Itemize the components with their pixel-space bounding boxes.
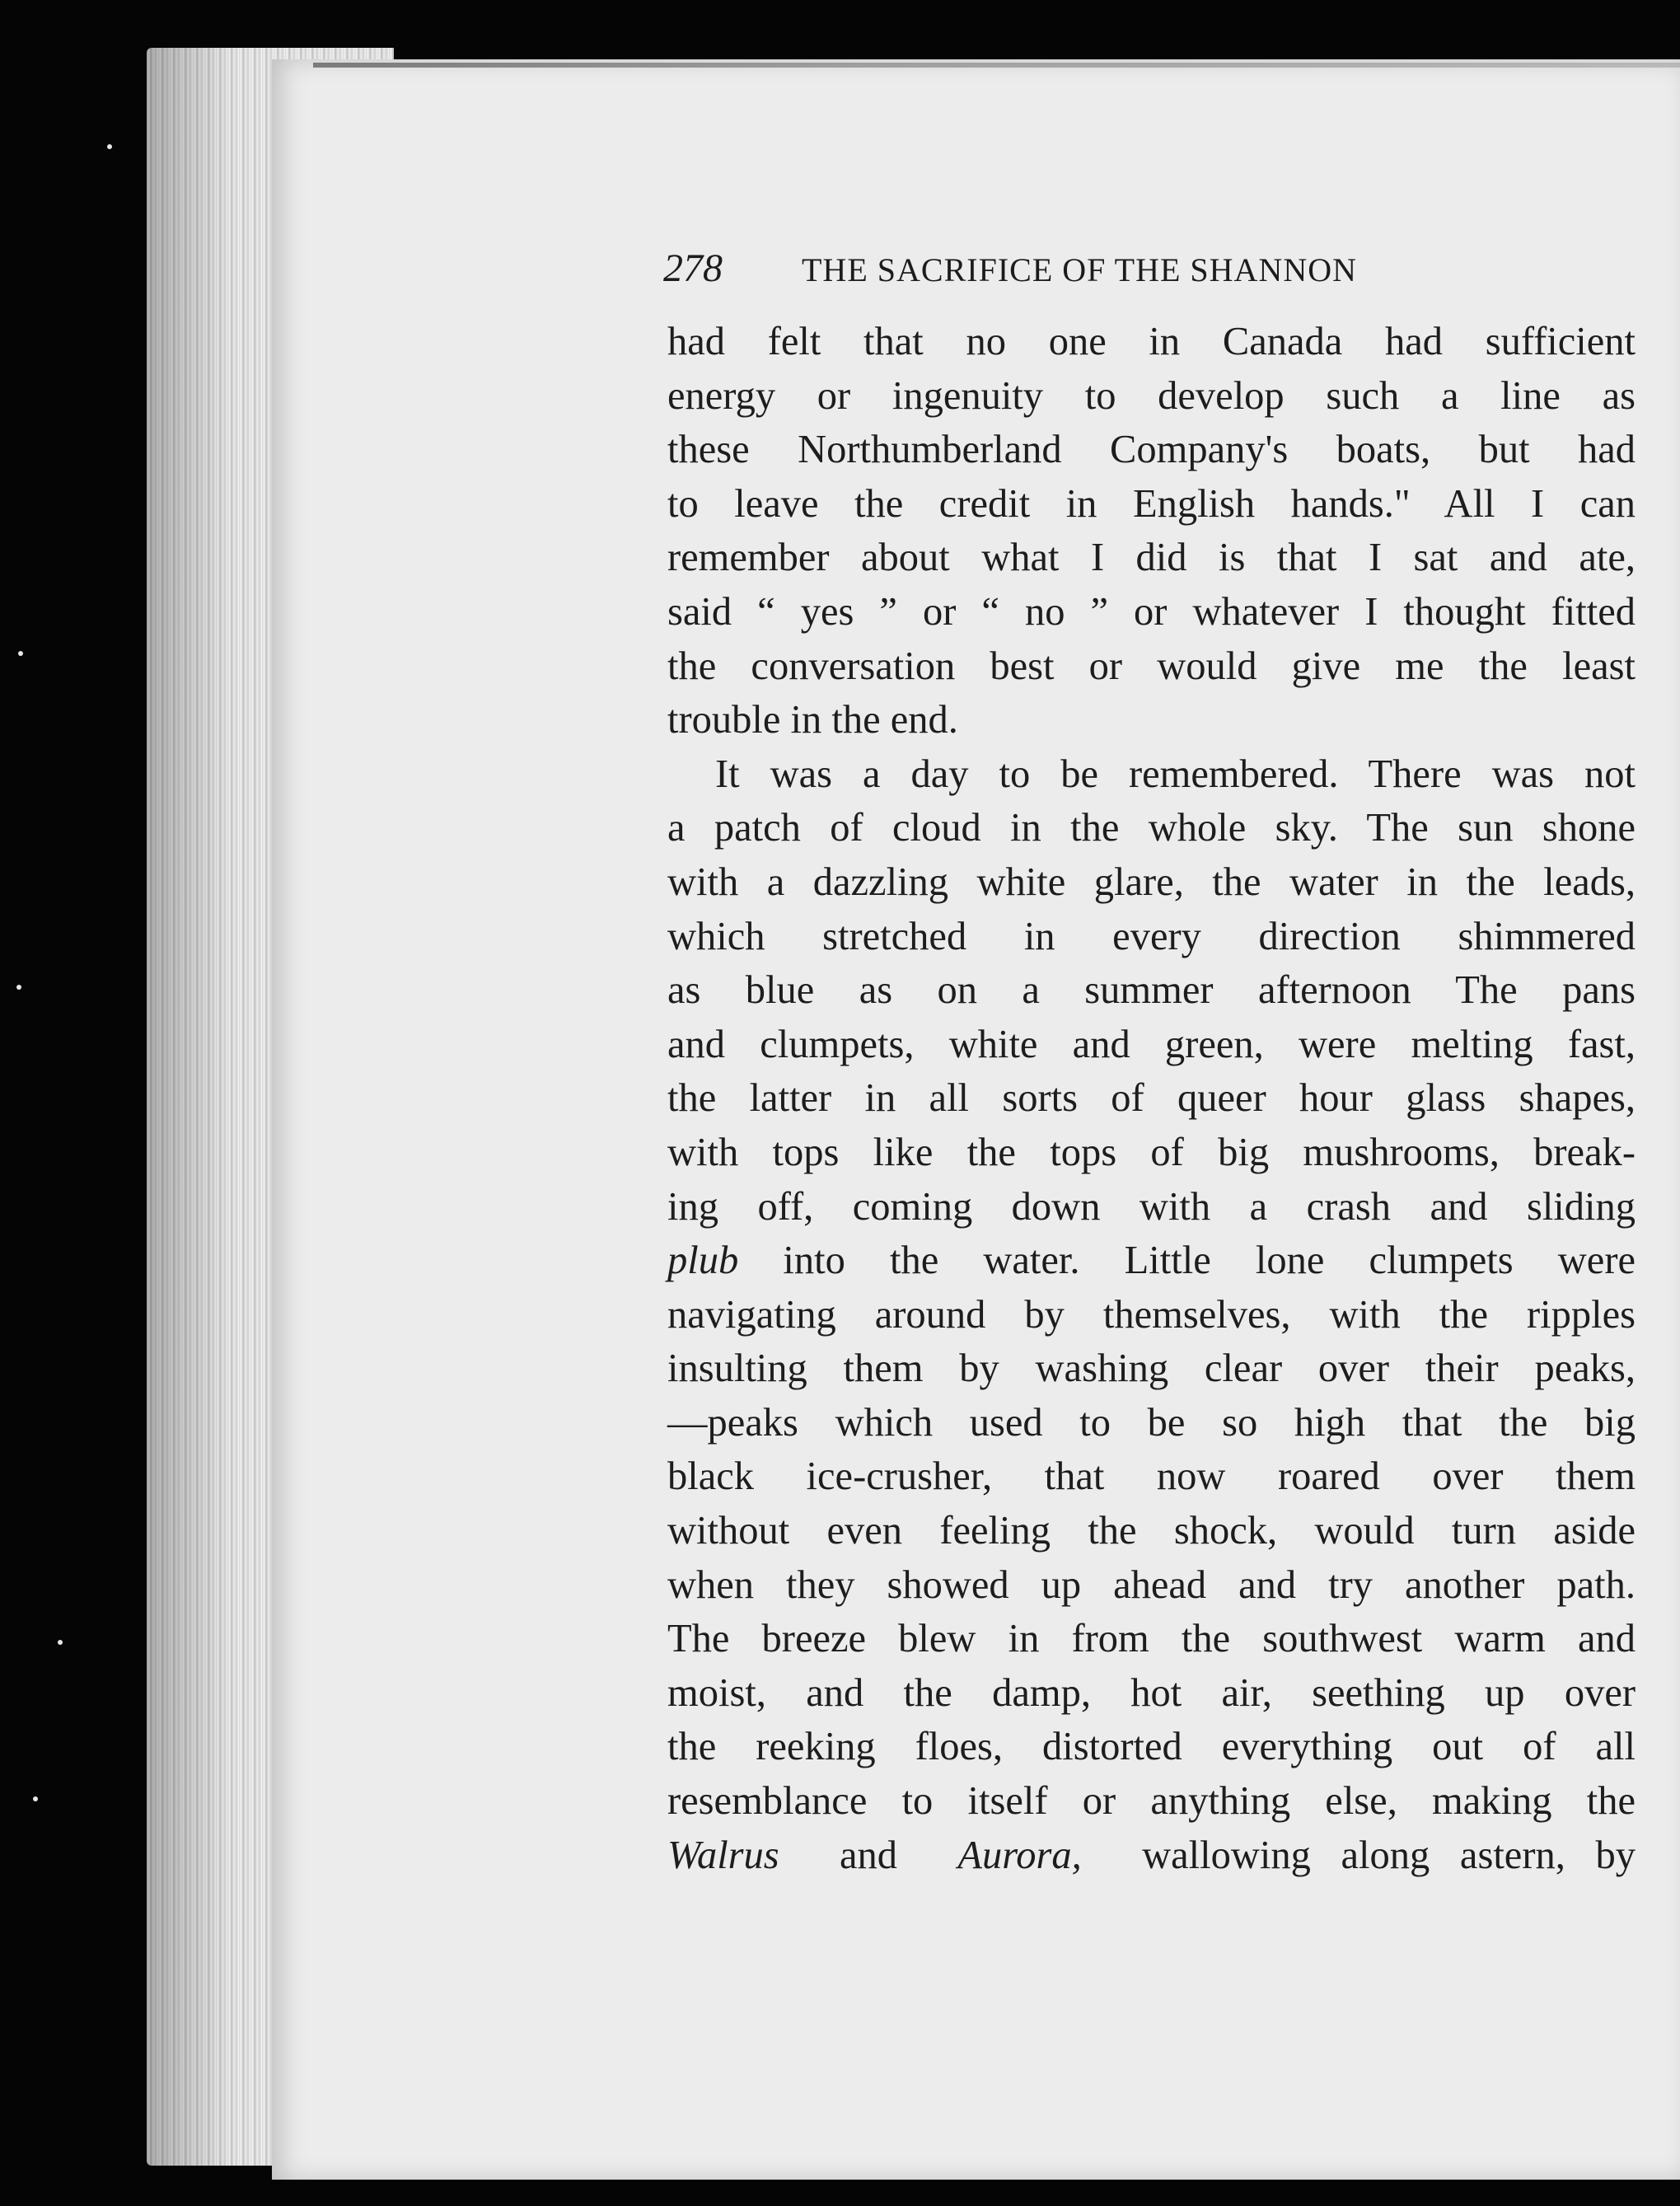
bottom-dark-border	[0, 2180, 1680, 2206]
text-fragment: wallowing along astern, by	[1142, 1833, 1636, 1877]
text-line	[667, 1829, 1636, 1883]
text-line: It was a day to be remembered. There was not	[715, 752, 1636, 796]
text-line: had felt that no one in Canada had sufficient	[667, 320, 1636, 363]
text-line: energy or ingenuity to develop such a line as	[667, 373, 1636, 418]
italic-word: Walrus	[667, 1833, 779, 1877]
speck	[18, 651, 23, 656]
text-line: a patch of cloud in the whole sky. The sun shone	[667, 806, 1636, 850]
text-line: ing off, coming down with a crash and sliding	[667, 1184, 1636, 1229]
text-line: the reeking floes, distorted everything out of all	[667, 1725, 1636, 1769]
speck	[107, 144, 112, 149]
text-line: with a dazzling white glare, the water in the leads,	[667, 859, 1636, 904]
text-fragment: into the water. Little lone clumpets were	[783, 1239, 1636, 1283]
body-text	[667, 315, 1636, 1882]
text-fragment: and	[840, 1833, 898, 1877]
running-title: THE SACRIFICE OF THE SHANNON	[802, 251, 1357, 288]
speck	[58, 1640, 63, 1645]
text-line: to leave the credit in English hands." All I can	[667, 481, 1636, 526]
text-line: The breeze blew in from the southwest warm and	[667, 1617, 1636, 1661]
italic-word: Aurora,	[957, 1833, 1082, 1877]
text-line: remember about what I did is that I sat and ate,	[667, 536, 1636, 580]
text-line: and clumpets, white and green, were melting fast,	[667, 1022, 1636, 1066]
speck	[16, 985, 21, 990]
text-line: black ice-crusher, that now roared over them	[667, 1454, 1636, 1499]
text-line: the latter in all sorts of queer hour glass shapes,	[667, 1076, 1636, 1121]
text-line: these Northumberland Company's boats, but had	[667, 428, 1636, 472]
text-line: the conversation best or would give me the least	[667, 644, 1636, 688]
text-line: said “ yes ” or “ no ” or whatever I thought fitted	[667, 589, 1636, 634]
text-line: navigating around by themselves, with the ripples	[667, 1292, 1636, 1337]
text-line: with tops like the tops of big mushrooms, break-	[667, 1130, 1636, 1174]
text-line: which stretched in every direction shimmered	[667, 914, 1636, 958]
speck	[33, 1796, 38, 1801]
page-top-shadow-edge	[313, 63, 1680, 68]
page-number: 278	[663, 246, 723, 290]
text-line: —peaks which used to be so high that the big	[667, 1400, 1636, 1445]
text-line: trouble in the end.	[667, 698, 958, 742]
page-header	[663, 246, 1652, 303]
text-line	[667, 1234, 1636, 1288]
text-line: moist, and the damp, hot air, seething up over	[667, 1670, 1636, 1715]
text-line: as blue as on a summer afternoon The pans	[667, 968, 1636, 1013]
text-line: without even feeling the shock, would turn aside	[667, 1509, 1636, 1553]
text-line: insulting them by washing clear over their peaks,	[667, 1347, 1636, 1391]
italic-word: plub	[667, 1239, 739, 1283]
text-line: when they showed up ahead and try another path.	[667, 1562, 1636, 1607]
text-line: resemblance to itself or anything else, making the	[667, 1779, 1636, 1824]
